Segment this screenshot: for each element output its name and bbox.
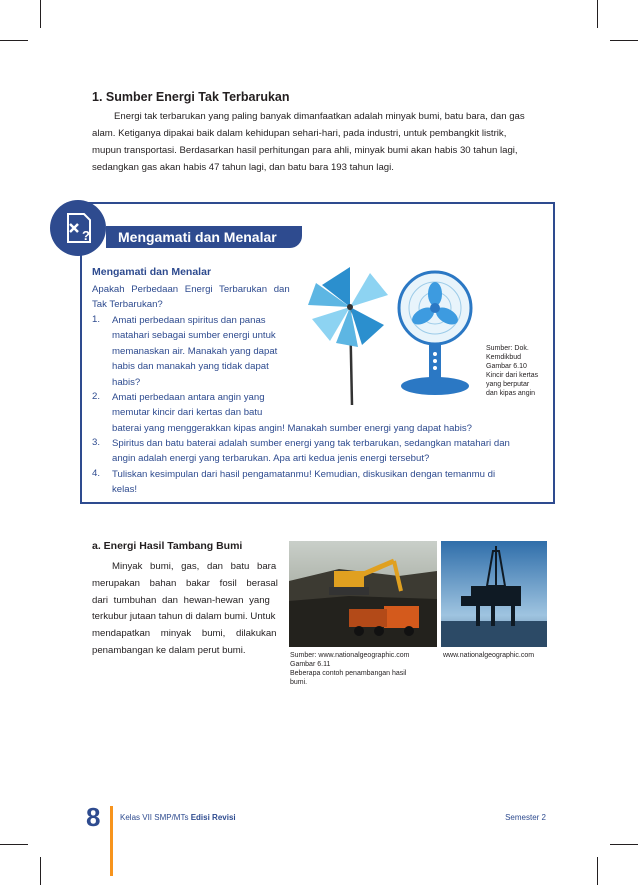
activity-icon bbox=[50, 200, 106, 256]
caption-line: Kincir dari kertas bbox=[486, 372, 539, 379]
item-line: Amati perbedaan spiritus dan panas bbox=[112, 315, 266, 326]
pinwheel-illustration bbox=[300, 265, 410, 410]
list-item bbox=[112, 313, 312, 390]
activity-question bbox=[92, 282, 292, 313]
footer-divider bbox=[110, 806, 113, 876]
section-paragraph bbox=[92, 108, 547, 176]
paragraph-line: terkubur jutaan tahun di dalam bumi. Untuk bbox=[92, 611, 276, 623]
caption-line: Gambar 6.10 bbox=[486, 363, 527, 370]
caption-line: yang berputar bbox=[486, 381, 530, 388]
question-line: Tak Terbarukan? bbox=[92, 299, 163, 311]
item-line: Spiritus dan batu baterai adalah sumber energi yang tak terbarukan, sedangkan matahari dan bbox=[112, 438, 510, 449]
oil-rig-photo bbox=[441, 541, 547, 647]
item-line: Tuliskan kesimpulan dari hasil pengamatanmu! Kemudian, diskusikan dengan temanmu di bbox=[112, 469, 496, 480]
caption-line: Gambar 6.11 bbox=[290, 661, 331, 668]
paragraph-line: dari tumbuhan dan hewan-hewan yang bbox=[92, 594, 270, 606]
footer-semester: Semester 2 bbox=[505, 813, 546, 822]
photo-source-right: www.nationalgeographic.com bbox=[443, 652, 535, 659]
paragraph-line: Minyak bumi, gas, dan batu bara bbox=[112, 561, 277, 572]
paragraph-line: penambangan ke dalam perut bumi. bbox=[92, 644, 246, 656]
item-line: kelas! bbox=[112, 484, 138, 496]
activity-banner: Mengamati dan Menalar bbox=[106, 226, 302, 248]
fan-illustration bbox=[395, 270, 485, 398]
crop-mark bbox=[597, 857, 598, 885]
crop-mark bbox=[597, 0, 598, 28]
item-number: 1. bbox=[92, 314, 101, 325]
mining-excavator-photo bbox=[289, 541, 437, 647]
subsection-paragraph bbox=[92, 559, 282, 660]
footer-book-info bbox=[120, 813, 236, 822]
svg-text:?: ? bbox=[82, 228, 90, 243]
caption-line: dan kipas angin bbox=[486, 390, 536, 397]
page-number: 8 bbox=[86, 802, 101, 832]
photo-source-left: Sumber: www.nationalgeographic.com bbox=[290, 652, 410, 659]
caption-line: Sumber: Dok. bbox=[486, 345, 529, 352]
paragraph-line: Energi tak terbarukan yang paling banyak dimanfaatkan adalah minyak bumi, batu bara, dan gas bbox=[114, 111, 525, 122]
list-item bbox=[112, 467, 547, 498]
crop-mark bbox=[0, 40, 28, 41]
paragraph-line: sedangkan gas akan habis 47 tahun lagi, dan batu bara 193 tahun lagi. bbox=[92, 162, 394, 173]
caption-line: Kemdikbud bbox=[486, 354, 522, 361]
item-number: 4. bbox=[92, 468, 101, 479]
caption-line: bumi. bbox=[290, 679, 308, 686]
paragraph-line: merupakan bahan bakar fosil berasal bbox=[92, 577, 278, 589]
item-line: habis dan manakah yang tidak dapat bbox=[112, 361, 269, 373]
crop-mark bbox=[40, 0, 41, 28]
item-line: baterai yang menggerakkan kipas angin! Manakah sumber energi yang dapat habis? bbox=[112, 422, 472, 434]
question-line: Apakah Perbedaan Energi Terbarukan dan bbox=[92, 284, 290, 295]
figure-caption bbox=[486, 344, 546, 398]
item-line: memanaskan air. Manakah yang dapat bbox=[112, 345, 278, 357]
item-number: 3. bbox=[92, 437, 101, 448]
crop-mark bbox=[0, 844, 28, 845]
crop-mark bbox=[610, 844, 638, 845]
footer-edition: Edisi Revisi bbox=[190, 813, 236, 822]
item-line: memutar kincir dari kertas dan batu bbox=[112, 407, 263, 419]
footer-book: Kelas VII SMP/MTs bbox=[120, 813, 189, 822]
section-title: 1. Sumber Energi Tak Terbarukan bbox=[92, 90, 290, 104]
item-line: matahari sebagai sumber energi untuk bbox=[112, 330, 276, 342]
paragraph-line: mendapatkan minyak bumi, dilakukan bbox=[92, 628, 277, 640]
item-line: angin adalah energi yang terbarukan. Apa arti kedua jenis energi tersebut? bbox=[112, 453, 430, 465]
caption-line: Beberapa contoh penambangan hasil bbox=[290, 670, 407, 677]
subsection-title: a. Energi Hasil Tambang Bumi bbox=[92, 540, 243, 552]
activity-heading: Mengamati dan Menalar bbox=[92, 266, 212, 278]
item-line: habis? bbox=[112, 376, 141, 388]
item-line: Amati perbedaan antara angin yang bbox=[112, 392, 265, 403]
list-item bbox=[112, 436, 547, 467]
paragraph-line: mupun transportasi. Berdasarkan hasil perhitungan para ahli, minyak bumi akan habis 30 tahun lagi, bbox=[92, 145, 518, 156]
item-number: 2. bbox=[92, 391, 101, 402]
photo-caption bbox=[290, 660, 440, 687]
crop-mark bbox=[40, 857, 41, 885]
paragraph-line: alam. Ketiganya dipakai baik dalam kehidupan sehari-hari, pada industri, untuk pembangkit listrik, bbox=[92, 128, 507, 139]
crop-mark bbox=[610, 40, 638, 41]
